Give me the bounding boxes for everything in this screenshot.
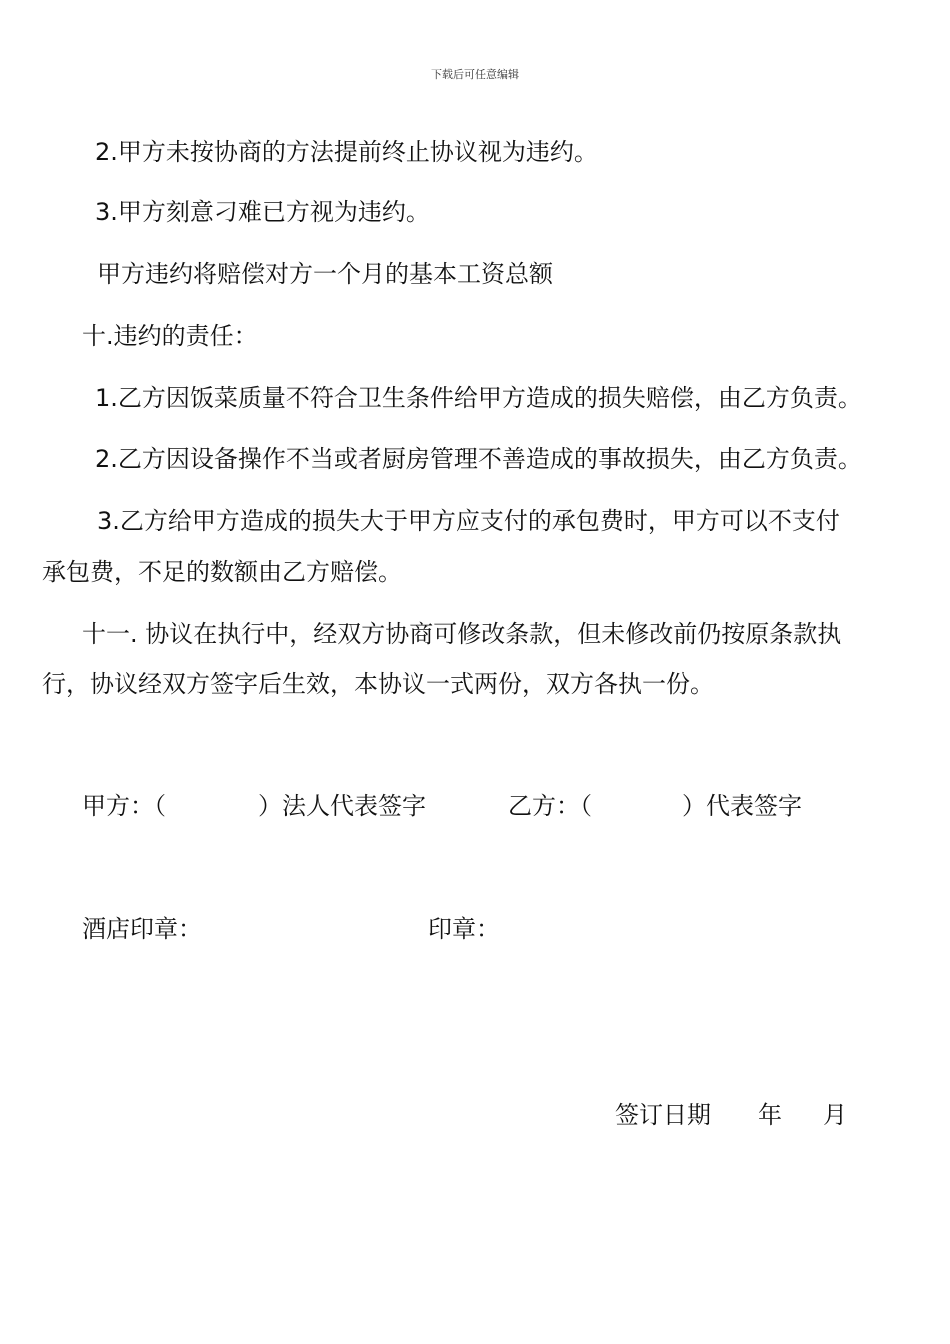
clause-line-6: 2.乙方因设备操作不当或者厨房管理不善造成的事故损失，由乙方负责。 [95, 445, 862, 473]
clause-line-10: 行，协议经双方签字后生效，本协议一式两份，双方各执一份。 [42, 670, 714, 698]
hotel-seal-label: 酒店印章： [82, 915, 202, 943]
page-header: 下载后可任意编辑 [431, 68, 519, 81]
date-row [0, 1100, 950, 1130]
section-heading-10: 十.违约的责任： [82, 322, 258, 350]
sign-date-label: 签订日期 [615, 1101, 711, 1129]
clause-line-5: 1.乙方因饭菜质量不符合卫生条件给甲方造成的损失赔偿，由乙方负责。 [95, 384, 862, 412]
clause-line-3: 甲方违约将赔偿对方一个月的基本工资总额 [97, 260, 553, 288]
clause-line-2: 3.甲方刻意刁难已方视为违约。 [95, 198, 430, 226]
clause-line-1: 2.甲方未按协商的方法提前终止协议视为违约。 [95, 138, 598, 166]
party-a-label: 甲方：（ [82, 792, 166, 820]
clause-line-8: 承包费，不足的数额由乙方赔偿。 [42, 558, 402, 586]
party-a-signature-label: ）法人代表签字 [258, 792, 426, 820]
section-heading-11: 十一. 协议在执行中，经双方协商可修改条款，但未修改前仍按原条款执 [82, 620, 842, 648]
party-b-label: 乙方：（ [508, 792, 592, 820]
seal-label: 印章： [428, 915, 500, 943]
year-label: 年 [758, 1101, 782, 1129]
month-label: 月 [823, 1101, 847, 1129]
signature-row [0, 791, 950, 821]
seal-row [0, 914, 950, 944]
party-b-signature-label: ）代表签字 [682, 792, 802, 820]
clause-line-7: 3.乙方给甲方造成的损失大于甲方应支付的承包费时，甲方可以不支付 [97, 507, 840, 535]
